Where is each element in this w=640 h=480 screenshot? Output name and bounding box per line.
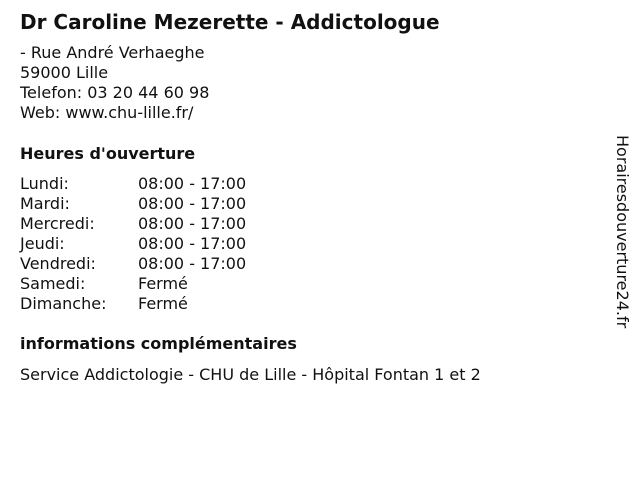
- hours-time: 08:00 - 17:00: [138, 214, 247, 233]
- hours-row: [20, 254, 246, 274]
- page-title: Dr Caroline Mezerette - Addictologue: [20, 10, 440, 34]
- hours-row: [20, 194, 246, 214]
- hours-row: [20, 214, 246, 234]
- hours-day: Jeudi:: [20, 234, 65, 253]
- additional-info-text: Service Addictologie - CHU de Lille - Hôpital Fontan 1 et 2: [20, 365, 481, 384]
- address-block: [20, 43, 209, 123]
- city-postcode: 59000 Lille: [20, 63, 109, 82]
- opening-hours-heading: Heures d'ouverture: [20, 144, 196, 163]
- street-address: - Rue André Verhaeghe: [20, 43, 205, 62]
- hours-time: 08:00 - 17:00: [138, 254, 247, 273]
- hours-time: 08:00 - 17:00: [138, 194, 247, 213]
- hours-time: Fermé: [138, 274, 188, 293]
- hours-day: Mardi:: [20, 194, 70, 213]
- hours-time: 08:00 - 17:00: [138, 234, 247, 253]
- hours-day: Samedi:: [20, 274, 86, 293]
- hours-row: [20, 274, 246, 294]
- hours-row: [20, 174, 246, 194]
- hours-time: 08:00 - 17:00: [138, 174, 247, 193]
- hours-time: Fermé: [138, 294, 188, 313]
- site-watermark: Horairesdouverture24.fr: [613, 135, 632, 329]
- hours-day: Dimanche:: [20, 294, 107, 313]
- opening-hours-table: [20, 174, 246, 314]
- website-link[interactable]: Web: www.chu-lille.fr/: [20, 103, 194, 122]
- hours-row: [20, 234, 246, 254]
- hours-day: Mercredi:: [20, 214, 95, 233]
- additional-info-heading: informations complémentaires: [20, 334, 297, 353]
- hours-row: [20, 294, 246, 314]
- phone-number: Telefon: 03 20 44 60 98: [20, 83, 210, 102]
- hours-day: Vendredi:: [20, 254, 96, 273]
- hours-day: Lundi:: [20, 174, 69, 193]
